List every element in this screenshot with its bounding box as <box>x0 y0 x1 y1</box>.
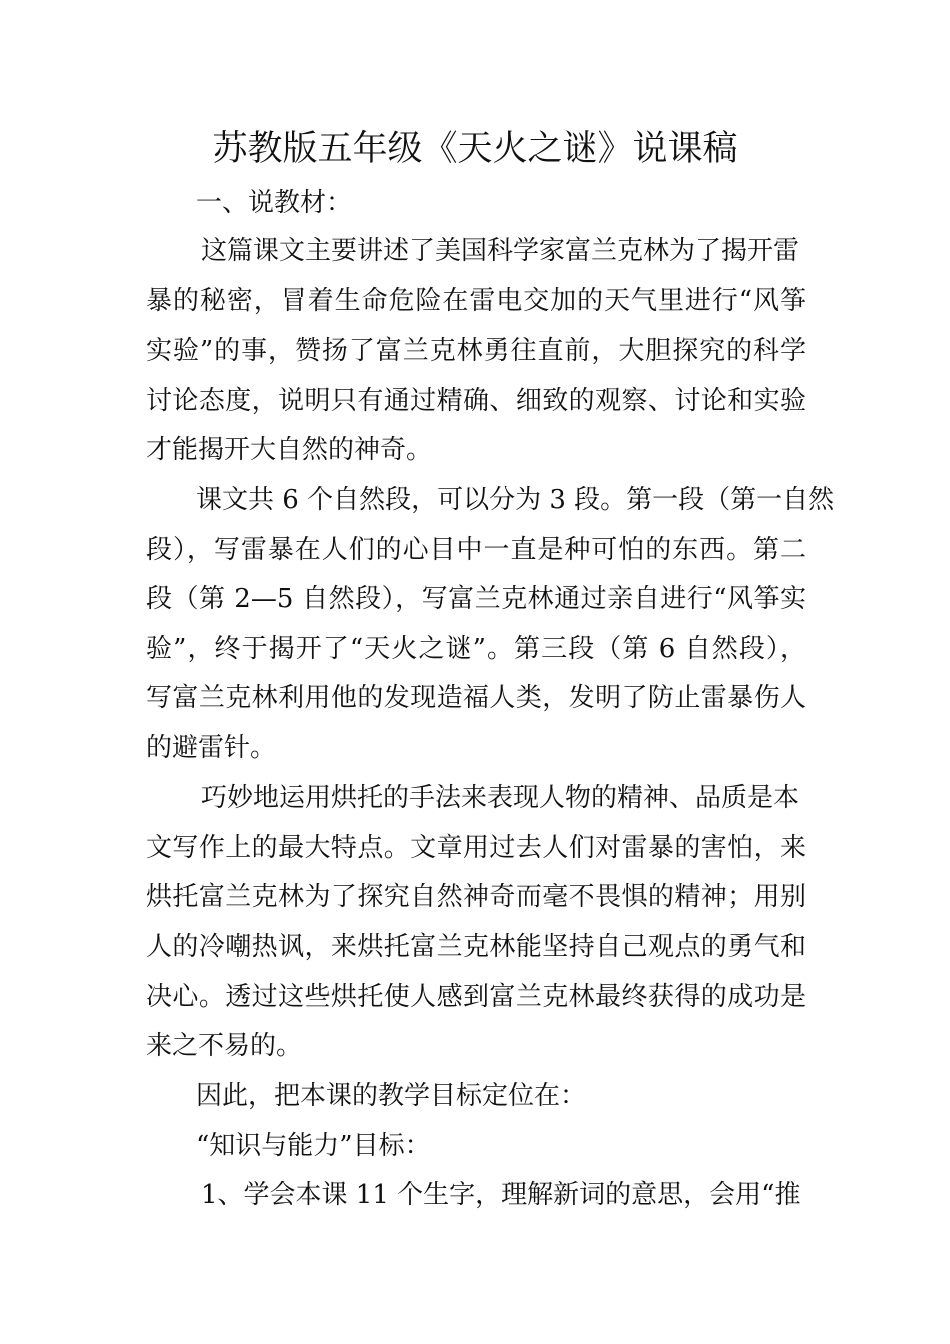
paragraph-line: 段），写雷暴在人们的心目中一直是种可怕的东西。第二 <box>146 535 806 565</box>
subheading: “知识与能力”目标： <box>196 1131 431 1161</box>
section-heading: 一、说教材： <box>196 188 353 218</box>
paragraph-line: 写富兰克林利用他的发现造福人类，发明了防止雷暴伤人 <box>146 683 806 713</box>
paragraph-line: 来之不易的。 <box>146 1031 303 1061</box>
paragraph-line: 因此，把本课的教学目标定位在： <box>196 1081 587 1111</box>
paragraph-line: 文写作上的最大特点。文章用过去人们对雷暴的害怕，来 <box>146 833 806 863</box>
paragraph-line: 才能揭开大自然的神奇。 <box>146 435 433 465</box>
paragraph-line: 决心。透过这些烘托使人感到富兰克林最终获得的成功是 <box>146 982 806 1012</box>
paragraph-line: 课文共 6 个自然段，可以分为 3 段。第一段（第一自然 <box>196 485 835 515</box>
paragraph-line: 的避雷针。 <box>146 733 277 763</box>
paragraph-line: 实验”的事，赞扬了富兰克林勇往直前，大胆探究的科学 <box>146 336 806 366</box>
paragraph-line: 暴的秘密，冒着生命危险在雷电交加的天气里进行“风筝 <box>146 286 806 316</box>
paragraph-line: 巧妙地运用烘托的手法来表现人物的精神、品质是本 <box>201 783 800 813</box>
document-title: 苏教版五年级《天火之谜》说课稿 <box>212 129 738 169</box>
paragraph-line: 烘托富兰克林为了探究自然神奇而毫不畏惧的精神；用别 <box>146 882 806 912</box>
paragraph-line: 验”，终于揭开了“天火之谜”。第三段（第 6 自然段）， <box>146 634 806 664</box>
paragraph-line: 这篇课文主要讲述了美国科学家富兰克林为了揭开雷 <box>201 236 800 266</box>
paragraph-line: 人的冷嘲热讽，来烘托富兰克林能坚持自己观点的勇气和 <box>146 932 806 962</box>
paragraph-line: 1、学会本课 11 个生字，理解新词的意思，会用“推 <box>201 1180 801 1210</box>
paragraph-line: 段（第 2—5 自然段），写富兰克林通过亲自进行“风筝实 <box>146 584 806 614</box>
paragraph-line: 讨论态度，说明只有通过精确、细致的观察、讨论和实验 <box>146 386 806 416</box>
